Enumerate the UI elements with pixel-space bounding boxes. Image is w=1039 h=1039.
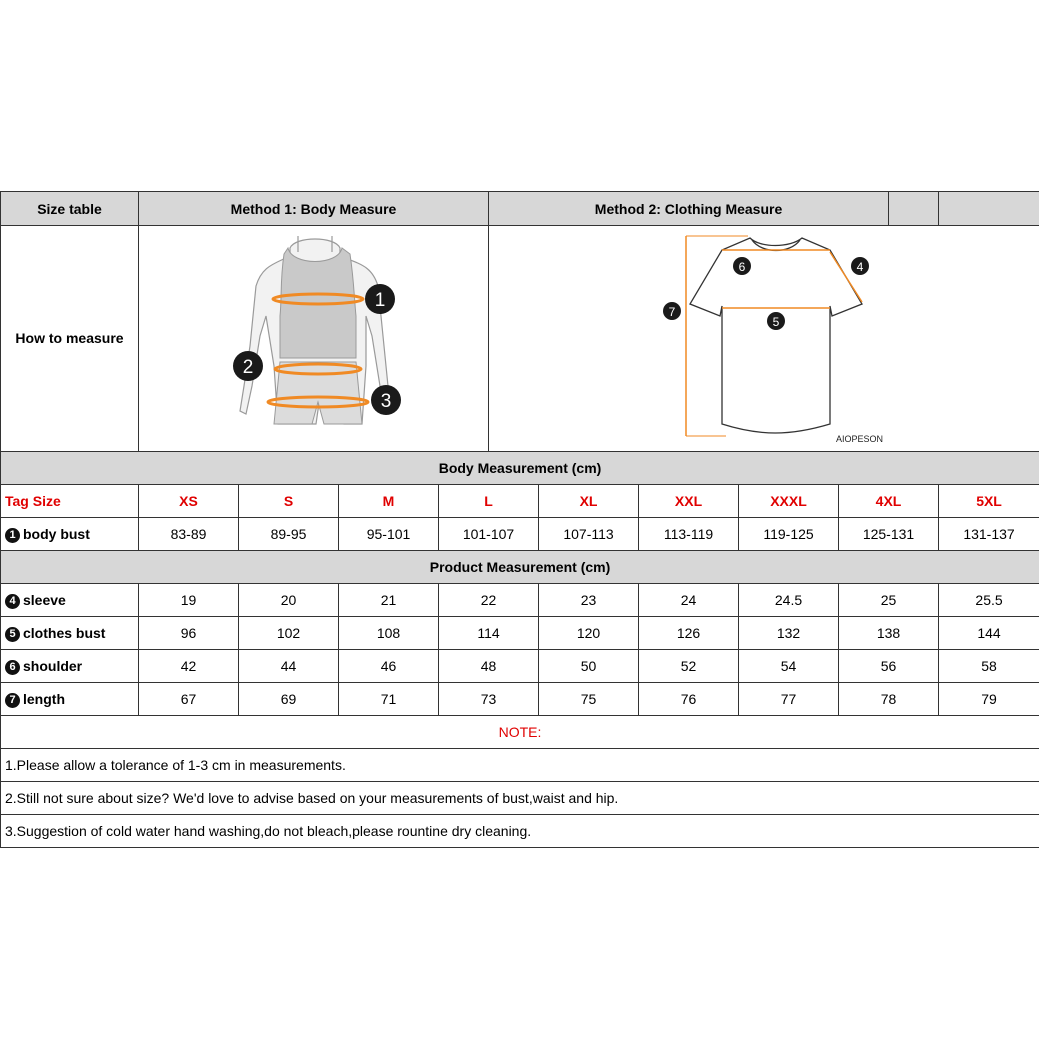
tag-size-row xyxy=(1,485,1039,518)
table-cell: 25 xyxy=(839,584,939,617)
clothing-measure-figure xyxy=(489,226,1039,452)
table-cell: 58 xyxy=(939,650,1039,683)
table-cell: 54 xyxy=(739,650,839,683)
table-cell: 48 xyxy=(439,650,539,683)
marker-1-icon xyxy=(365,284,395,314)
product-measurement-title: Product Measurement (cm) xyxy=(1,551,1039,584)
marker-3-icon xyxy=(371,385,401,415)
table-cell: 114 xyxy=(439,617,539,650)
marker-5-icon xyxy=(767,312,785,330)
table-cell: 56 xyxy=(839,650,939,683)
table-cell: 24.5 xyxy=(739,584,839,617)
table-cell: 22 xyxy=(439,584,539,617)
note-item-2: 2.Still not sure about size? We'd love to advise based on your measurements of bust,waist and hip. xyxy=(1,782,1039,815)
table-cell: 132 xyxy=(739,617,839,650)
table-cell: 125-131 xyxy=(839,518,939,551)
table-cell: 44 xyxy=(239,650,339,683)
tag-size-label: Tag Size xyxy=(1,485,139,518)
marker-7-icon xyxy=(663,302,681,320)
length-row xyxy=(1,683,1039,716)
svg-text:4: 4 xyxy=(856,260,863,274)
table-cell: 24 xyxy=(639,584,739,617)
table-cell: 102 xyxy=(239,617,339,650)
table-cell: 50 xyxy=(539,650,639,683)
table-cell: 108 xyxy=(339,617,439,650)
size-xl: XL xyxy=(539,485,639,518)
size-table xyxy=(0,191,1039,848)
body-figure-illustration xyxy=(140,226,488,448)
note-item-3: 3.Suggestion of cold water hand washing,do not bleach,please rountine dry cleaning. xyxy=(1,815,1039,848)
table-cell: 42 xyxy=(139,650,239,683)
body-bust-label: 1 body bust xyxy=(1,518,139,551)
table-cell: 71 xyxy=(339,683,439,716)
table-cell: 95-101 xyxy=(339,518,439,551)
method1-header: Method 1: Body Measure xyxy=(139,192,489,226)
table-cell: 83-89 xyxy=(139,518,239,551)
size-5xl: 5XL xyxy=(939,485,1039,518)
table-cell: 20 xyxy=(239,584,339,617)
body-measure-figure xyxy=(139,226,489,452)
table-cell: 144 xyxy=(939,617,1039,650)
sleeve-label: 4 sleeve xyxy=(1,584,139,617)
size-s: S xyxy=(239,485,339,518)
size-table-sheet xyxy=(0,191,1039,847)
badge-4-icon: 4 xyxy=(5,594,20,609)
table-cell: 77 xyxy=(739,683,839,716)
table-cell: 131-137 xyxy=(939,518,1039,551)
badge-1-icon: 1 xyxy=(5,528,20,543)
badge-5-icon: 5 xyxy=(5,627,20,642)
size-table-title: Size table xyxy=(1,192,139,226)
badge-7-icon: 7 xyxy=(5,693,20,708)
size-xxl: XXL xyxy=(639,485,739,518)
table-cell: 119-125 xyxy=(739,518,839,551)
shoulder-row xyxy=(1,650,1039,683)
sleeve-row xyxy=(1,584,1039,617)
svg-text:5: 5 xyxy=(772,315,779,329)
table-cell: 73 xyxy=(439,683,539,716)
table-cell: 126 xyxy=(639,617,739,650)
table-cell: 21 xyxy=(339,584,439,617)
marker-6-icon xyxy=(733,257,751,275)
table-cell: 96 xyxy=(139,617,239,650)
marker-2-icon xyxy=(233,351,263,381)
shirt-figure-illustration xyxy=(490,226,1039,448)
note-item-1: 1.Please allow a tolerance of 1-3 cm in measurements. xyxy=(1,749,1039,782)
length-label: 7 length xyxy=(1,683,139,716)
how-to-measure-label: How to measure xyxy=(1,226,139,452)
method2-header: Method 2: Clothing Measure xyxy=(489,192,889,226)
table-cell: 52 xyxy=(639,650,739,683)
size-l: L xyxy=(439,485,539,518)
table-cell: 79 xyxy=(939,683,1039,716)
svg-text:3: 3 xyxy=(380,391,391,412)
table-cell: 101-107 xyxy=(439,518,539,551)
table-cell: 89-95 xyxy=(239,518,339,551)
brand-label: AIOPESON xyxy=(835,434,883,444)
body-measurement-title: Body Measurement (cm) xyxy=(1,452,1039,485)
table-cell: 120 xyxy=(539,617,639,650)
table-cell: 78 xyxy=(839,683,939,716)
svg-text:7: 7 xyxy=(668,305,675,319)
size-m: M xyxy=(339,485,439,518)
badge-6-icon: 6 xyxy=(5,660,20,675)
note-title: NOTE: xyxy=(1,716,1039,749)
table-cell: 75 xyxy=(539,683,639,716)
svg-text:1: 1 xyxy=(374,290,385,311)
marker-4-icon xyxy=(851,257,869,275)
table-cell: 76 xyxy=(639,683,739,716)
table-cell: 69 xyxy=(239,683,339,716)
clothes-bust-label: 5 clothes bust xyxy=(1,617,139,650)
table-cell: 67 xyxy=(139,683,239,716)
header-blank-cell xyxy=(939,192,1039,226)
table-cell: 23 xyxy=(539,584,639,617)
table-cell: 113-119 xyxy=(639,518,739,551)
svg-text:6: 6 xyxy=(738,260,745,274)
size-xxxl: XXXL xyxy=(739,485,839,518)
table-cell: 25.5 xyxy=(939,584,1039,617)
clothes-bust-row xyxy=(1,617,1039,650)
body-bust-row xyxy=(1,518,1039,551)
table-cell: 107-113 xyxy=(539,518,639,551)
size-4xl: 4XL xyxy=(839,485,939,518)
shirt-outline xyxy=(690,238,862,433)
size-xs: XS xyxy=(139,485,239,518)
shoulder-label: 6 shoulder xyxy=(1,650,139,683)
table-cell: 46 xyxy=(339,650,439,683)
table-cell: 19 xyxy=(139,584,239,617)
table-cell: 138 xyxy=(839,617,939,650)
header-blank-cell xyxy=(889,192,939,226)
svg-text:2: 2 xyxy=(242,357,253,378)
